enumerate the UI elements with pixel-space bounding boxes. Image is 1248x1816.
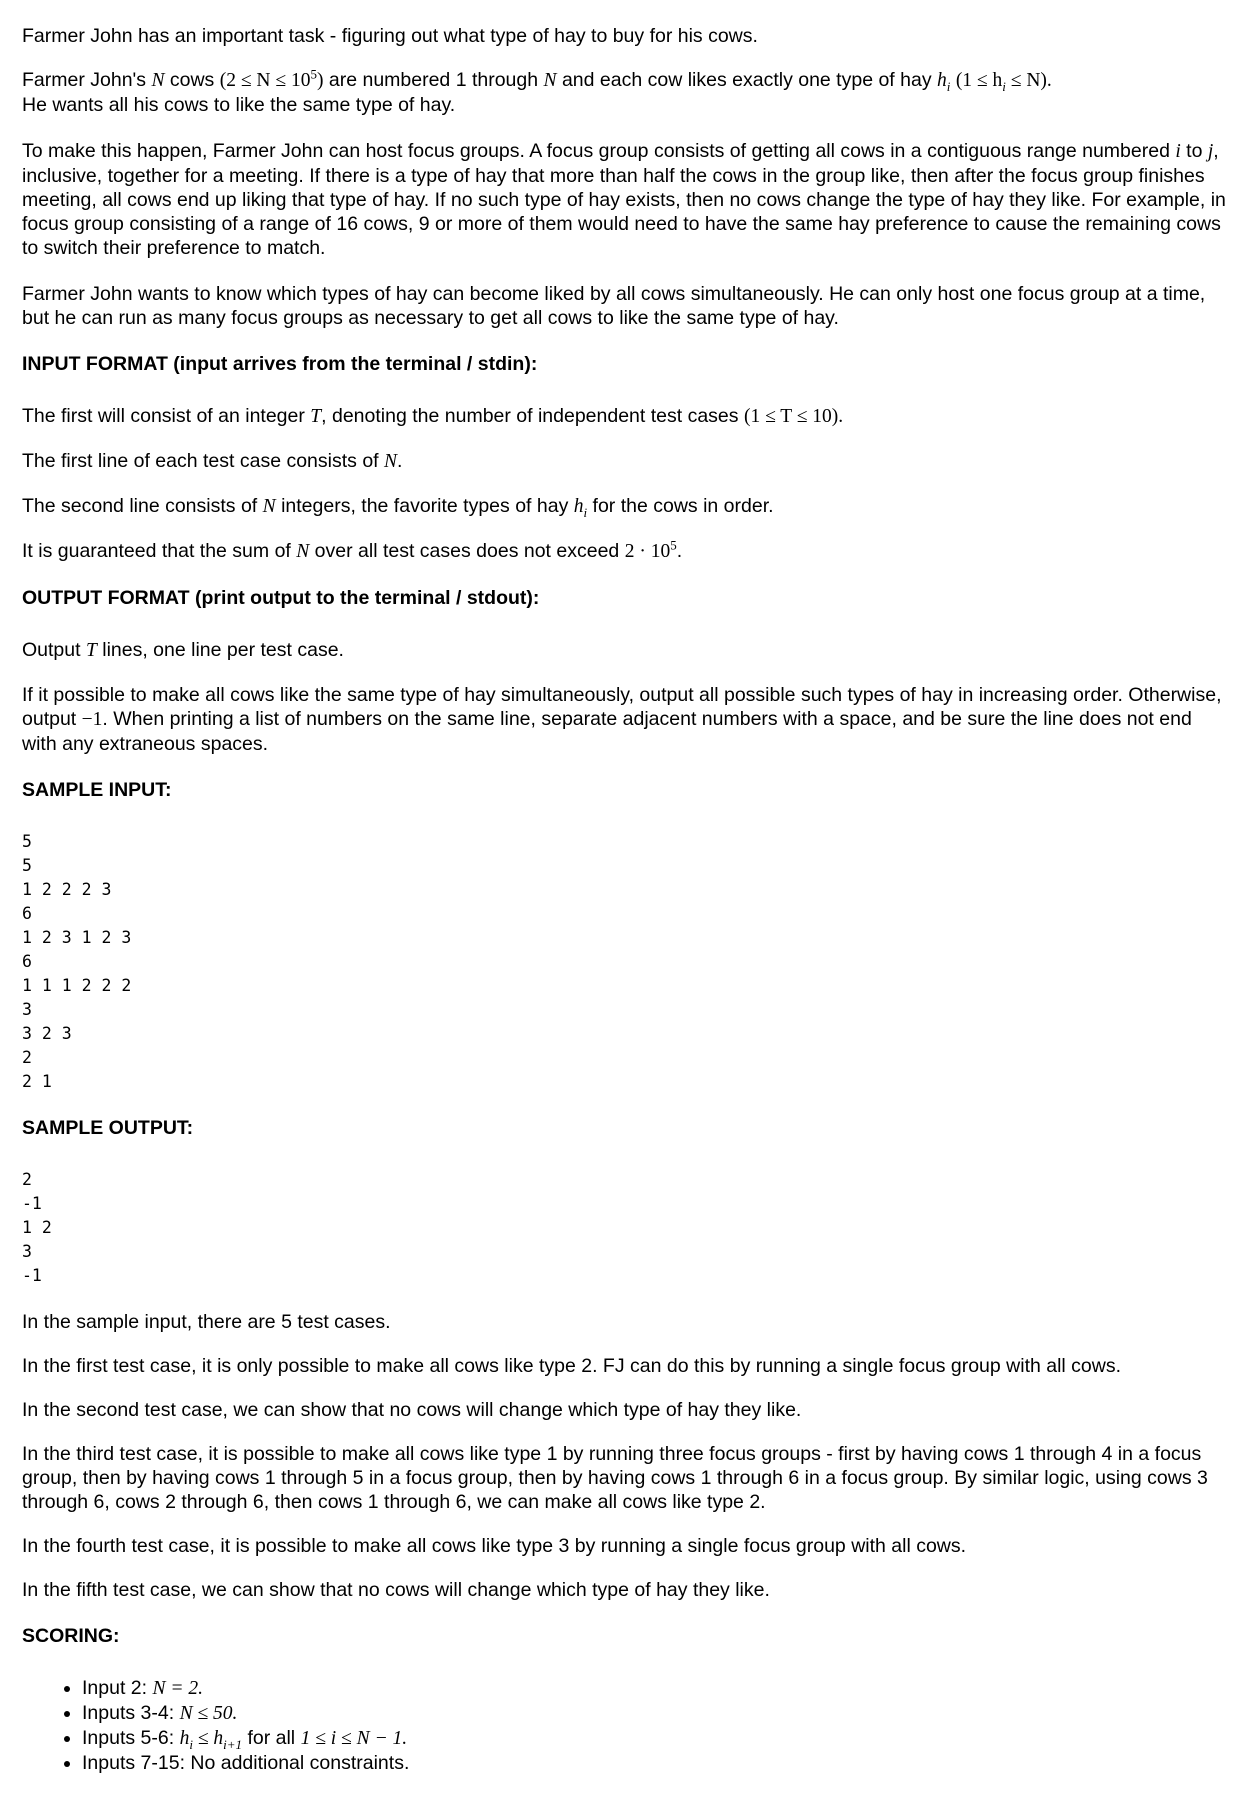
explanation-paragraph: In the fourth test case, it is possible to make all cows like type 3 by running a single focus group with all cows. bbox=[22, 1535, 967, 1557]
list-item: • Inputs 5-6: $h_i \le h_{i+1}$ for all 1 ≤ i ≤ N − 1. bbox=[82, 1726, 1226, 1751]
scoring-list bbox=[22, 1676, 1226, 1775]
intro-paragraph: Farmer John has an important task - figuring out what type of hay to buy for his cows. bbox=[22, 25, 758, 47]
output-line-2: If it possible to make all cows like the same type of hay simultaneously, output all possible such types of hay in increasing order. Otherwise, output −1. When printing a list of numbers on the same line, separate adjacent numbers with a space, and be sure the line does not end with any extraneous spaces. bbox=[22, 684, 1222, 755]
output-format-heading: OUTPUT FORMAT (print output to the terminal / stdout): bbox=[22, 587, 540, 609]
cows-paragraph: Farmer John's N cows $(2 \le N \le 10^5)$ are numbered 1 through N and each cow likes exactly one type of hay $h_i$ $(1 \le h_i \le N)$. He wants all his cows to like the same type of hay. bbox=[22, 66, 1052, 116]
goal-paragraph: Farmer John wants to know which types of hay can become liked by all cows simultaneously. He can only host one focus group at a time, but he can run as many focus groups as necessary to get all cows to like the same type of hay. bbox=[22, 283, 1206, 329]
output-line-1: Output T lines, one line per test case. bbox=[22, 639, 344, 661]
list-item: • Inputs 7-15: No additional constraints. bbox=[82, 1751, 1226, 1775]
list-item: • Input 2: N = 2. bbox=[82, 1676, 1226, 1701]
input-line-4: It is guaranteed that the sum of N over all test cases does not exceed $2 \cdot 10^5$. bbox=[22, 537, 683, 562]
focus-group-paragraph: To make this happen, Farmer John can host focus groups. A focus group consists of getting all cows in a contiguous range numbered i to j, inclusive, together for a meeting. If there is a type of hay that more than half the cows in the group like, then after the focus group finishes meeting, all cows end up liking that type of hay. If no such type of hay exists, then no cows change the type of hay they like. For example, in focus group consisting of a range of 16 cows, 9 or more of them would need to have the same hay preference to cause the remaining cows to switch their preference to match. bbox=[22, 140, 1226, 259]
sample-input-block: 5 5 1 2 2 2 3 6 1 2 3 1 2 3 6 1 1 1 2 2 2 3 3 2 3 2 2 1 bbox=[22, 832, 132, 1091]
input-format-heading: INPUT FORMAT (input arrives from the terminal / stdin): bbox=[22, 353, 538, 375]
list-item: • Inputs 3-4: N ≤ 50. bbox=[82, 1701, 1226, 1726]
input-line-1: The first will consist of an integer T, denoting the number of independent test cases (1 ≤ T ≤ 10). bbox=[22, 405, 844, 427]
sample-input-heading: SAMPLE INPUT: bbox=[22, 779, 172, 801]
explanation-paragraph: In the first test case, it is only possible to make all cows like type 2. FJ can do this by running a single focus group with all cows. bbox=[22, 1355, 1122, 1377]
sample-output-block: 2 -1 1 2 3 -1 bbox=[22, 1170, 52, 1285]
explanation-paragraph: In the second test case, we can show that no cows will change which type of hay they like. bbox=[22, 1399, 802, 1421]
sample-output-heading: SAMPLE OUTPUT: bbox=[22, 1117, 194, 1139]
scoring-heading: SCORING: bbox=[22, 1625, 120, 1647]
explanation-paragraph: In the third test case, it is possible to make all cows like type 1 by running three focus groups - first by having cows 1 through 4 in a focus group, then by having cows 1 through 5 in a focus group, then by having cows 1 through 6 in a focus group. By similar logic, using cows 3 through 6, cows 2 through 6, then cows 1 through 6, we can make all cows like type 2. bbox=[22, 1443, 1208, 1513]
input-line-3: The second line consists of N integers, the favorite types of hay $h_i$ for the cows in order. bbox=[22, 495, 774, 520]
input-line-2: The first line of each test case consists of N. bbox=[22, 450, 403, 472]
explanation-paragraph: In the fifth test case, we can show that no cows will change which type of hay they like. bbox=[22, 1579, 770, 1601]
explanation-paragraph: In the sample input, there are 5 test cases. bbox=[22, 1311, 391, 1333]
